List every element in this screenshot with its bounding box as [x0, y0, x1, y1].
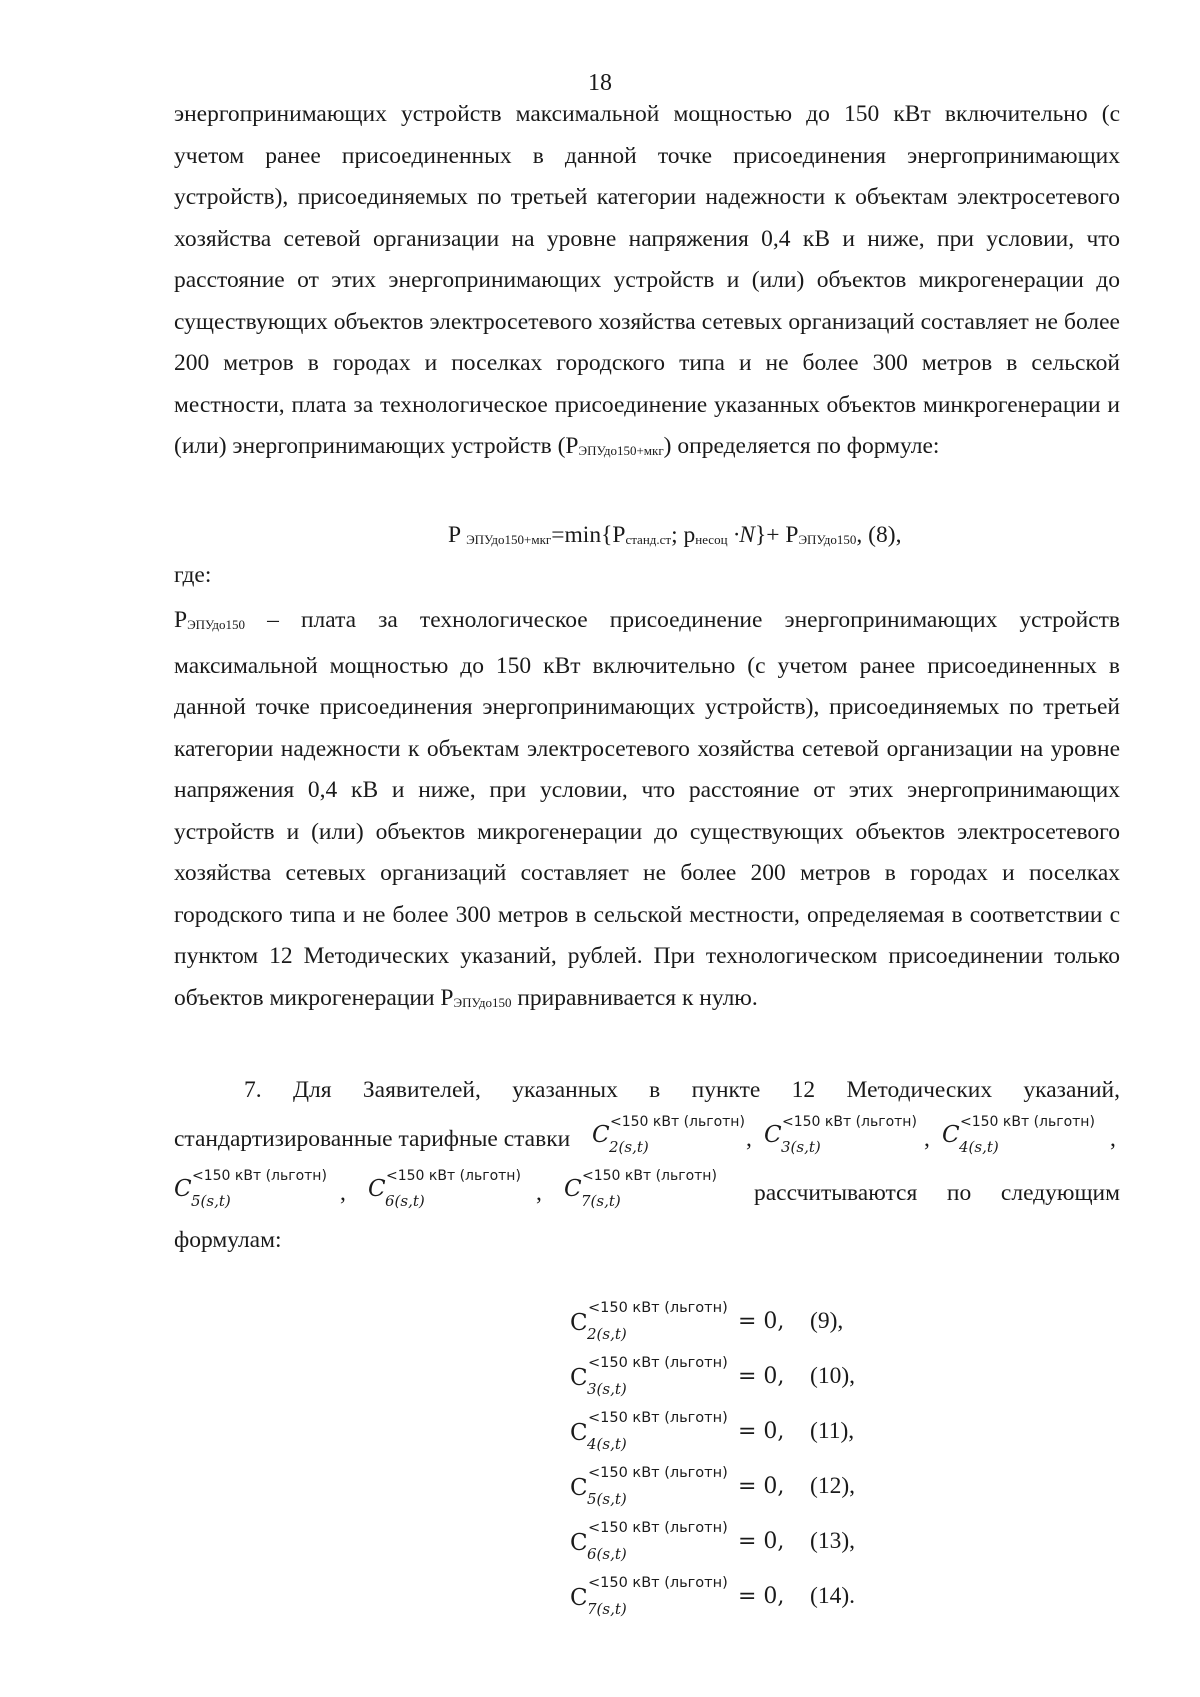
formula-min: =min{P	[551, 522, 626, 548]
eq-symbol: C	[570, 1585, 588, 1611]
eq-number: (11),	[810, 1418, 855, 1444]
item7-line3	[174, 1170, 1120, 1218]
rate-c4-sub: 4(s,t)	[959, 1138, 999, 1156]
definition-text-sub: ЭПУдо150	[453, 994, 512, 1010]
formula-nesots-sub: несоц	[695, 532, 728, 547]
eq-sub: 4(s,t)	[587, 1435, 627, 1453]
eq-rhs: = 0,	[738, 1419, 785, 1444]
eq-rhs: = 0,	[738, 1474, 785, 1499]
eq-sup: <150 кВт (льготн)	[588, 1575, 728, 1591]
eq-rhs: = 0,	[738, 1309, 785, 1334]
eq-symbol: C	[570, 1530, 588, 1556]
comma: ,	[340, 1180, 346, 1206]
rate-c4-symbol: C	[942, 1122, 960, 1148]
comma: ,	[924, 1126, 930, 1152]
intro-text-end: ) определяется по формуле:	[663, 433, 940, 459]
equation-9	[570, 1300, 910, 1355]
formula-number: , (8),	[856, 522, 902, 548]
eq-rhs: = 0,	[738, 1364, 785, 1389]
intro-subscript: ЭПУдо150+мкг	[578, 443, 664, 458]
eq-symbol: C	[570, 1310, 588, 1336]
intro-paragraph	[174, 94, 1120, 472]
definition-term-sub: ЭПУдо150	[187, 617, 246, 632]
eq-symbol: C	[570, 1475, 588, 1501]
definition-term: P	[174, 607, 188, 633]
item7-line2-text: стандартизированные тарифные ставки	[174, 1126, 571, 1152]
formula-lhs-sub: ЭПУдо150+мкг	[466, 532, 552, 547]
page-number: 18	[588, 70, 612, 96]
rate-c4-sup: <150 кВт (льготн)	[960, 1114, 1095, 1130]
rate-c7-symbol: C	[564, 1176, 582, 1202]
rate-c3-sup: <150 кВт (льготн)	[782, 1114, 917, 1130]
formula-plus: }+ P	[754, 522, 799, 548]
eq-rhs: = 0,	[738, 1529, 785, 1554]
rate-c3	[764, 1114, 917, 1160]
intro-text: энергопринимающих устройств максимальной мощностью до 150 кВт включительно (с учетом ранее присоединенных в данной точке присоединения энергопринимающих устройств), присоединяемых по третьей категории надежности к объектам электросетевого хозяйства сетевой организации на уровне напряжения 0,4 кВ и ниже, при условии, что расстояние от этих энергопринимающих устройств и (или) объектов микрогенерации до существующих объектов электросетевого хозяйства сетевых организаций составляет не более 200 метров в городах и поселках городского типа и не более 300 метров в сельской местности, плата за технологическое присоединение указанных объектов минкрогенерации и (или) энергопринимающих устройств (P	[174, 101, 1120, 459]
eq-number: (14).	[810, 1583, 856, 1609]
eq-sup: <150 кВт (льготн)	[588, 1355, 728, 1371]
equation-13	[570, 1520, 910, 1575]
eq-sub: 3(s,t)	[587, 1380, 627, 1398]
eq-number: (9),	[810, 1308, 844, 1334]
comma: ,	[746, 1126, 752, 1152]
rate-c5-sup: <150 кВт (льготн)	[192, 1168, 327, 1184]
definition-text: – плата за технологическое присоединение энергопринимающих устройств максимальной мощностью до 150 кВт включительно (с учетом ранее присоединенных в данной точке присоединения энергопринимающих устройств), присоединяемых по третьей категории надежности к объектам электросетевого хозяйства сетевой организации на уровне напряжения 0,4 кВ и ниже, при условии, что расстояние от этих энергопринимающих устройств и (или) объектов микрогенерации до существующих объектов электросетевого хозяйства сетевых организаций составляет не более 200 метров в городах и поселках городского типа и не более 300 метров в сельской местности, определяемая в соответствии с пунктом 12 Методических указаний, рублей. При технологическом присоединении только объектов микрогенерации P	[174, 607, 1120, 1011]
rate-c7-sub: 7(s,t)	[581, 1192, 621, 1210]
eq-number: (10),	[810, 1363, 856, 1389]
equations-list	[570, 1300, 910, 1630]
formula-n: ·N	[733, 522, 755, 548]
item7-line4: формулам:	[174, 1227, 282, 1253]
rate-c3-symbol: C	[764, 1122, 782, 1148]
rate-c2-symbol: C	[592, 1122, 610, 1148]
rate-c2-sup: <150 кВт (льготн)	[610, 1114, 745, 1130]
where-label: где:	[174, 562, 212, 588]
rate-c3-sub: 3(s,t)	[781, 1138, 821, 1156]
rate-c5	[174, 1168, 327, 1214]
eq-number: (12),	[810, 1473, 856, 1499]
eq-symbol: C	[570, 1365, 588, 1391]
rate-c6	[368, 1168, 521, 1214]
formula-lhs: P	[448, 522, 461, 548]
equation-11	[570, 1410, 910, 1465]
formula-epu-sub: ЭПУдо150	[798, 532, 857, 547]
formula-8	[448, 522, 1048, 549]
formula-stand-sub: станд.ст	[625, 532, 672, 547]
eq-sub: 6(s,t)	[587, 1545, 627, 1563]
definition-paragraph	[174, 600, 1120, 1023]
definition-text-end: приравнивается к нулю.	[511, 984, 758, 1011]
rate-c7	[564, 1168, 717, 1214]
rate-c4	[942, 1114, 1095, 1160]
eq-sup: <150 кВт (льготн)	[588, 1300, 728, 1316]
item7-line2	[174, 1116, 1120, 1164]
eq-sub: 5(s,t)	[587, 1490, 627, 1508]
eq-symbol: C	[570, 1420, 588, 1446]
eq-number: (13),	[810, 1528, 856, 1554]
rate-c5-symbol: C	[174, 1176, 192, 1202]
formula-semicolon: ; p	[671, 522, 696, 548]
rate-c2	[592, 1114, 745, 1160]
rate-c6-sub: 6(s,t)	[385, 1192, 425, 1210]
rate-c7-sup: <150 кВт (льготн)	[582, 1168, 717, 1184]
eq-sup: <150 кВт (льготн)	[588, 1465, 728, 1481]
comma: ,	[1110, 1126, 1116, 1152]
eq-sub: 7(s,t)	[587, 1600, 627, 1618]
eq-sup: <150 кВт (льготн)	[588, 1410, 728, 1426]
equation-12	[570, 1465, 910, 1520]
comma: ,	[536, 1180, 542, 1206]
equation-14	[570, 1575, 910, 1630]
eq-rhs: = 0,	[738, 1584, 785, 1609]
rate-c6-sup: <150 кВт (льготн)	[386, 1168, 521, 1184]
eq-sub: 2(s,t)	[587, 1325, 627, 1343]
rate-c5-sub: 5(s,t)	[191, 1192, 231, 1210]
rate-c6-symbol: C	[368, 1176, 386, 1202]
eq-sup: <150 кВт (льготн)	[588, 1520, 728, 1536]
equation-10	[570, 1355, 910, 1410]
item7-line1: 7. Для Заявителей, указанных в пункте 12 Методических указаний,	[244, 1077, 1120, 1103]
item7-line3-text: рассчитываются по следующим	[754, 1180, 1120, 1206]
rate-c2-sub: 2(s,t)	[609, 1138, 649, 1156]
